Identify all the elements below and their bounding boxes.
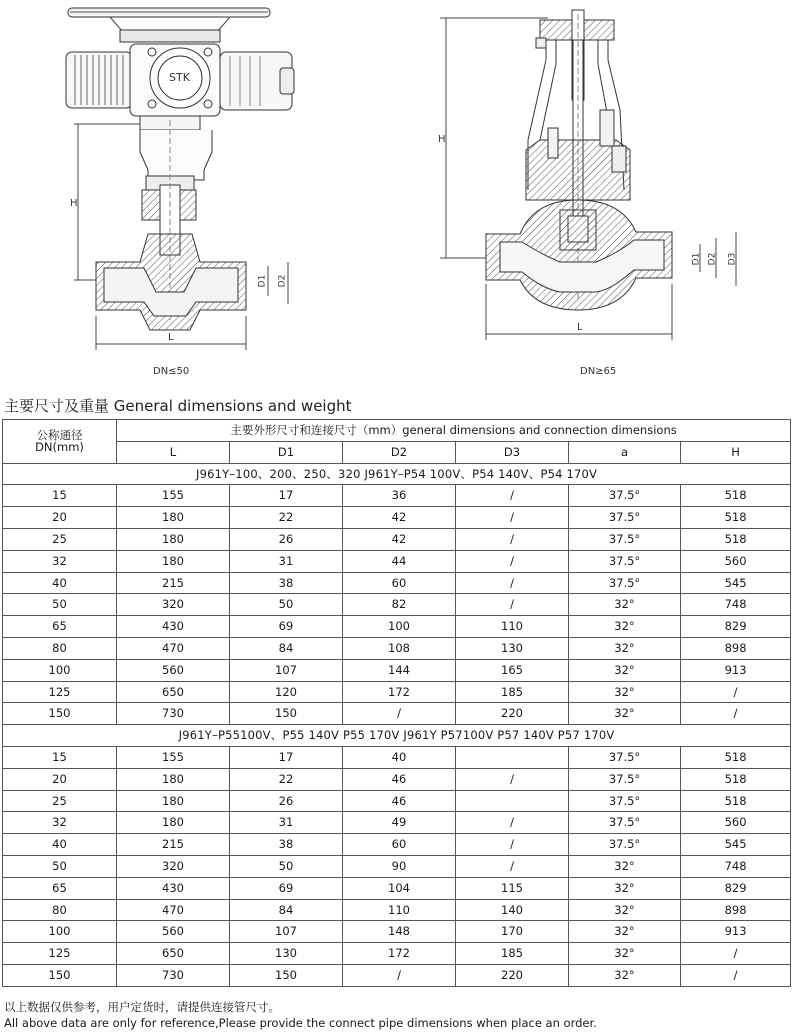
col-header-h: H <box>681 441 791 463</box>
table-cell: 560 <box>117 921 230 943</box>
table-row <box>3 594 791 616</box>
table-cell: 25 <box>3 528 117 550</box>
table-cell: 180 <box>117 812 230 834</box>
table-cell: 215 <box>117 834 230 856</box>
table-cell: / <box>681 681 791 703</box>
section-title: 主要尺寸及重量 General dimensions and weight <box>4 397 352 415</box>
table-cell: 32° <box>569 899 681 921</box>
table-cell: 130 <box>230 943 343 965</box>
table-cell: 165 <box>456 659 569 681</box>
table-cell: 32° <box>569 921 681 943</box>
table-cell: 69 <box>230 877 343 899</box>
table-cell: 100 <box>3 659 117 681</box>
table-row <box>3 812 791 834</box>
table-cell: 32° <box>569 616 681 638</box>
table-cell: 49 <box>343 812 456 834</box>
table-cell: 180 <box>117 528 230 550</box>
table-cell: 898 <box>681 899 791 921</box>
section-header-row <box>3 725 791 747</box>
table-cell: 180 <box>117 550 230 572</box>
table-cell: 180 <box>117 768 230 790</box>
table-cell: 518 <box>681 790 791 812</box>
table-cell: / <box>343 703 456 725</box>
table-cell: 104 <box>343 877 456 899</box>
table-cell: 65 <box>3 616 117 638</box>
table-cell: 172 <box>343 943 456 965</box>
table-cell: 84 <box>230 637 343 659</box>
table-cell: 20 <box>3 768 117 790</box>
table-cell: / <box>456 528 569 550</box>
table-cell: 430 <box>117 616 230 638</box>
table-cell: 172 <box>343 681 456 703</box>
table-cell: 17 <box>230 485 343 507</box>
table-cell: 69 <box>230 616 343 638</box>
table-row <box>3 507 791 529</box>
table-cell: / <box>456 768 569 790</box>
table-row <box>3 528 791 550</box>
table-cell: 518 <box>681 746 791 768</box>
table-cell: 155 <box>117 485 230 507</box>
table-cell: / <box>456 855 569 877</box>
right-dim-d3: D3 <box>727 252 738 266</box>
table-cell: 220 <box>456 964 569 986</box>
table-cell: 115 <box>456 877 569 899</box>
table-cell: 130 <box>456 637 569 659</box>
table-cell: 140 <box>456 899 569 921</box>
table-row <box>3 637 791 659</box>
table-cell: 32° <box>569 877 681 899</box>
table-cell: 25 <box>3 790 117 812</box>
table-subheader-row <box>3 441 791 463</box>
table-cell: 120 <box>230 681 343 703</box>
right-drawing-caption: DN≥65 <box>580 366 617 377</box>
table-cell: 215 <box>117 572 230 594</box>
table-cell: 17 <box>230 746 343 768</box>
table-row <box>3 768 791 790</box>
left-drawing-caption: DN≤50 <box>153 366 190 377</box>
table-cell: 150 <box>3 964 117 986</box>
table-cell: 108 <box>343 637 456 659</box>
table-cell: 40 <box>3 834 117 856</box>
dn-header: 公称通径 DN(mm) <box>3 420 117 464</box>
group-header: 主要外形尺寸和连接尺寸（mm）general dimensions and connection dimensions <box>117 420 791 442</box>
table-cell: / <box>681 703 791 725</box>
table-cell: 50 <box>230 855 343 877</box>
table-cell: 32° <box>569 943 681 965</box>
right-valve-drawing <box>440 10 736 340</box>
table-cell: 518 <box>681 507 791 529</box>
table-cell: 150 <box>3 703 117 725</box>
table-cell: / <box>456 812 569 834</box>
table-cell: 748 <box>681 855 791 877</box>
table-cell: 15 <box>3 485 117 507</box>
table-cell: 50 <box>3 594 117 616</box>
table-row <box>3 485 791 507</box>
table-cell: 37.5° <box>569 834 681 856</box>
section-header-row <box>3 463 791 485</box>
table-row <box>3 921 791 943</box>
table-cell: 110 <box>456 616 569 638</box>
table-cell: 125 <box>3 943 117 965</box>
table-cell: / <box>681 943 791 965</box>
table-row <box>3 659 791 681</box>
table-cell: 37.5° <box>569 528 681 550</box>
table-cell: 37.5° <box>569 572 681 594</box>
table-cell: 37.5° <box>569 507 681 529</box>
right-dim-l: L <box>577 322 583 333</box>
table-cell: 545 <box>681 572 791 594</box>
table-row <box>3 550 791 572</box>
actuator-brand-label: STK <box>169 71 190 84</box>
table-cell <box>456 790 569 812</box>
table-cell: 829 <box>681 877 791 899</box>
right-dim-h: H <box>438 134 446 145</box>
col-header-d1: D1 <box>230 441 343 463</box>
section-title-cell: J961Y–P55100V、P55 140V P55 170V J961Y P57100V P57 140V P57 170V <box>3 725 791 747</box>
table-row <box>3 877 791 899</box>
table-cell: 170 <box>456 921 569 943</box>
table-cell: 150 <box>230 703 343 725</box>
table-cell: 185 <box>456 943 569 965</box>
table-cell: / <box>681 964 791 986</box>
table-cell: 125 <box>3 681 117 703</box>
table-row <box>3 681 791 703</box>
table-cell: 107 <box>230 921 343 943</box>
table-row <box>3 703 791 725</box>
handwheel <box>68 8 270 42</box>
col-header-d3: D3 <box>456 441 569 463</box>
table-cell: 20 <box>3 507 117 529</box>
table-cell: 37.5° <box>569 768 681 790</box>
table-header-row <box>3 420 791 442</box>
table-cell: / <box>456 550 569 572</box>
table-cell: 37.5° <box>569 550 681 572</box>
table-cell: 37.5° <box>569 746 681 768</box>
table-cell: 46 <box>343 790 456 812</box>
table-cell: 730 <box>117 703 230 725</box>
table-cell: 650 <box>117 943 230 965</box>
table-cell: 220 <box>456 703 569 725</box>
dimensions-table <box>2 419 791 987</box>
table-cell: 40 <box>3 572 117 594</box>
electric-actuator <box>66 44 294 130</box>
table-cell: 560 <box>681 812 791 834</box>
table-cell: 50 <box>3 855 117 877</box>
table-row <box>3 855 791 877</box>
left-dim-d2: D2 <box>277 274 288 288</box>
footnotes <box>4 999 597 1031</box>
table-row <box>3 790 791 812</box>
table-cell: 100 <box>343 616 456 638</box>
table-cell: 22 <box>230 768 343 790</box>
section-title-cell: J961Y–100、200、250、320 J961Y–P54 100V、P54 140V、P54 170V <box>3 463 791 485</box>
table-cell: 320 <box>117 594 230 616</box>
table-cell: 37.5° <box>569 790 681 812</box>
table-cell: / <box>456 485 569 507</box>
table-cell: 898 <box>681 637 791 659</box>
table-cell: 470 <box>117 637 230 659</box>
table-cell: 84 <box>230 899 343 921</box>
table-cell: / <box>456 834 569 856</box>
table-cell: 185 <box>456 681 569 703</box>
table-cell: 26 <box>230 528 343 550</box>
table-cell: 730 <box>117 964 230 986</box>
table-cell: 32° <box>569 855 681 877</box>
table-cell: 32° <box>569 637 681 659</box>
left-dim-d1: D1 <box>257 274 268 288</box>
table-cell: 42 <box>343 507 456 529</box>
table-cell: 32° <box>569 964 681 986</box>
table-cell: 80 <box>3 899 117 921</box>
table-cell: 560 <box>117 659 230 681</box>
table-cell: 60 <box>343 572 456 594</box>
table-cell: 40 <box>343 746 456 768</box>
left-valve-drawing <box>66 8 294 350</box>
table-cell: / <box>456 594 569 616</box>
table-cell: 37.5° <box>569 812 681 834</box>
left-dim-l: L <box>168 332 174 343</box>
table-row <box>3 746 791 768</box>
table-cell: 31 <box>230 812 343 834</box>
table-cell: 46 <box>343 768 456 790</box>
table-cell: 913 <box>681 659 791 681</box>
table-cell: 148 <box>343 921 456 943</box>
table-row <box>3 616 791 638</box>
table-cell: 518 <box>681 528 791 550</box>
table-cell: 430 <box>117 877 230 899</box>
table-cell: 32° <box>569 703 681 725</box>
table-cell: 144 <box>343 659 456 681</box>
table-cell: 518 <box>681 768 791 790</box>
table-cell: 38 <box>230 834 343 856</box>
footnote-en: All above data are only for reference,Please provide the connect pipe dimensions when place an order. <box>4 1016 597 1030</box>
table-cell: 518 <box>681 485 791 507</box>
table-cell <box>456 746 569 768</box>
table-row <box>3 572 791 594</box>
table-cell: 829 <box>681 616 791 638</box>
table-cell: / <box>343 964 456 986</box>
table-cell: 37.5° <box>569 485 681 507</box>
table-cell: 90 <box>343 855 456 877</box>
table-cell: 180 <box>117 790 230 812</box>
table-cell: 32° <box>569 681 681 703</box>
table-cell: / <box>456 572 569 594</box>
table-cell: 32 <box>3 550 117 572</box>
table-cell: 15 <box>3 746 117 768</box>
col-header-l: L <box>117 441 230 463</box>
table-cell: 32 <box>3 812 117 834</box>
table-cell: 155 <box>117 746 230 768</box>
table-cell: 50 <box>230 594 343 616</box>
table-cell: 650 <box>117 681 230 703</box>
table-row <box>3 943 791 965</box>
table-cell: 320 <box>117 855 230 877</box>
table-cell: 60 <box>343 834 456 856</box>
technical-drawings <box>0 0 792 392</box>
table-cell: 82 <box>343 594 456 616</box>
table-cell: 36 <box>343 485 456 507</box>
table-cell: 560 <box>681 550 791 572</box>
table-cell: 913 <box>681 921 791 943</box>
table-cell: 32° <box>569 594 681 616</box>
left-dim-h: H <box>70 198 78 209</box>
col-header-d2: D2 <box>343 441 456 463</box>
table-cell: 110 <box>343 899 456 921</box>
table-cell: 470 <box>117 899 230 921</box>
table-row <box>3 834 791 856</box>
table-cell: 44 <box>343 550 456 572</box>
right-dim-d2: D2 <box>707 252 718 266</box>
col-header-a: a <box>569 441 681 463</box>
table-cell: 32° <box>569 659 681 681</box>
table-cell: 545 <box>681 834 791 856</box>
table-cell: 107 <box>230 659 343 681</box>
table-cell: 65 <box>3 877 117 899</box>
table-cell: 42 <box>343 528 456 550</box>
table-cell: 100 <box>3 921 117 943</box>
table-cell: 80 <box>3 637 117 659</box>
table-row <box>3 964 791 986</box>
table-row <box>3 899 791 921</box>
table-cell: 38 <box>230 572 343 594</box>
table-cell: 150 <box>230 964 343 986</box>
table-cell: 26 <box>230 790 343 812</box>
table-cell: / <box>456 507 569 529</box>
table-cell: 31 <box>230 550 343 572</box>
table-cell: 748 <box>681 594 791 616</box>
footnote-cn: 以上数据仅供参考，用户定货时，请提供连接管尺寸。 <box>4 1000 280 1014</box>
right-dim-d1: D1 <box>691 252 702 266</box>
table-body <box>3 463 791 986</box>
valve-drawings-svg <box>0 0 792 392</box>
table-cell: 180 <box>117 507 230 529</box>
table-cell: 22 <box>230 507 343 529</box>
